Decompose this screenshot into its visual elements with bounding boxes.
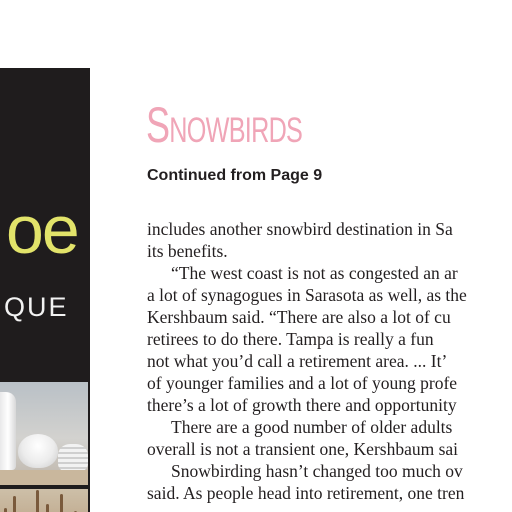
- continued-note: Continued from Page 9: [147, 167, 323, 184]
- advertisement-column: [0, 68, 90, 512]
- candlestick: [13, 496, 16, 512]
- shelf-shape: [0, 470, 88, 485]
- ad-photo-ceramics: [0, 382, 88, 485]
- article-line: not what you’d call a retirement area. ... It’: [147, 351, 448, 371]
- article-line: overall is not a transient one, Kershbaum sai: [147, 439, 459, 459]
- bowl-shape: [18, 434, 58, 468]
- candlestick: [36, 490, 39, 512]
- article-line: there’s a lot of growth there and opportunity: [147, 395, 457, 415]
- article-line: Snowbirding hasn’t changed too much ov: [171, 461, 463, 481]
- article-line: said. As people head into retirement, one tren: [147, 483, 465, 503]
- vase-shape: [0, 392, 16, 470]
- ad-logo: oe: [6, 192, 78, 268]
- candlestick: [46, 504, 49, 512]
- jar-shape: [58, 444, 88, 472]
- article-line: retirees to do there. Tampa is really a fun: [147, 329, 434, 349]
- article-line: its benefits.: [147, 241, 228, 261]
- ad-photo-candlesticks: [0, 489, 88, 512]
- article-line: of younger families and a lot of young profe: [147, 373, 458, 393]
- ad-tagline: QUE: [4, 292, 69, 322]
- article-line: includes another snowbird destination in Sa: [147, 219, 453, 239]
- article-line: There are a good number of older adults: [171, 417, 453, 437]
- article-title: Snowbirds: [146, 97, 303, 153]
- article-line: “The west coast is not as congested an ar: [171, 263, 458, 283]
- article-body: [147, 218, 512, 504]
- candlestick: [60, 494, 63, 512]
- article-line: Kershbaum said. “There are also a lot of cu: [147, 307, 451, 327]
- candlestick: [4, 508, 7, 512]
- article-line: a lot of synagogues in Sarasota as well, as the: [147, 285, 467, 305]
